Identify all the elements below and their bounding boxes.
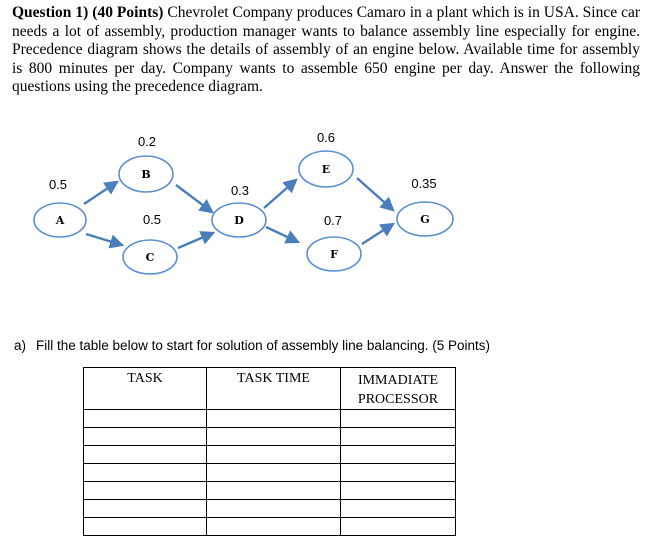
time-c: 0.5 bbox=[142, 212, 162, 227]
node-g-label: G bbox=[420, 213, 430, 226]
task-cell[interactable] bbox=[84, 428, 207, 446]
task-time-cell[interactable] bbox=[207, 482, 341, 500]
question-label: Question 1) (40 Points) bbox=[12, 4, 164, 21]
node-f bbox=[307, 237, 361, 271]
processor-cell[interactable] bbox=[341, 482, 456, 500]
header-task: TASK bbox=[84, 368, 207, 410]
processor-cell[interactable] bbox=[341, 446, 456, 464]
time-f: 0.7 bbox=[323, 213, 343, 228]
task-cell[interactable] bbox=[84, 518, 207, 536]
table-row bbox=[84, 410, 456, 428]
time-b: 0.2 bbox=[137, 134, 157, 149]
node-c bbox=[123, 240, 177, 274]
question-body: Chevrolet Company produces Camaro in a plant which is in USA. Since car needs a lot of assembly, production manager wants to balance assembly line especially for engine. Precedence diagram shows the details of assembly of an engine below. Available time for assembly is 800 minutes per day. Company wants to assemble 650 engine per day. Answer the following questions using the precedence diagram. bbox=[12, 4, 641, 96]
task-time-cell[interactable] bbox=[207, 410, 341, 428]
edge-c-d bbox=[178, 233, 213, 248]
processor-cell[interactable] bbox=[341, 518, 456, 536]
edge-b-d bbox=[176, 185, 212, 212]
edge-f-g bbox=[362, 224, 393, 244]
cropped-top-line bbox=[0, 0, 667, 3]
task-cell[interactable] bbox=[84, 464, 207, 482]
node-b-label: B bbox=[141, 168, 151, 181]
assembly-table bbox=[83, 367, 456, 536]
table-row bbox=[84, 500, 456, 518]
precedence-diagram bbox=[0, 120, 667, 280]
table-row bbox=[84, 428, 456, 446]
table-row bbox=[84, 464, 456, 482]
task-time-cell[interactable] bbox=[207, 446, 341, 464]
edge-d-e bbox=[264, 180, 296, 208]
header-immediate-processor bbox=[341, 368, 456, 410]
node-g bbox=[397, 202, 453, 236]
node-f-label: F bbox=[330, 248, 338, 261]
node-d-label: D bbox=[234, 214, 244, 227]
processor-cell[interactable] bbox=[341, 428, 456, 446]
table-row bbox=[84, 518, 456, 536]
question-paragraph bbox=[12, 4, 640, 97]
node-e bbox=[299, 151, 353, 187]
node-a bbox=[34, 203, 86, 237]
task-cell[interactable] bbox=[84, 500, 207, 518]
edge-a-c bbox=[86, 234, 122, 245]
task-time-cell[interactable] bbox=[207, 428, 341, 446]
time-d: 0.3 bbox=[230, 183, 250, 198]
node-c-label: C bbox=[145, 251, 155, 264]
table-row bbox=[84, 446, 456, 464]
task-cell[interactable] bbox=[84, 410, 207, 428]
subquestion-a bbox=[14, 338, 490, 353]
task-time-cell[interactable] bbox=[207, 464, 341, 482]
time-a: 0.5 bbox=[48, 177, 68, 192]
table-row bbox=[84, 482, 456, 500]
subquestion-letter: a) bbox=[14, 338, 27, 353]
subquestion-text: Fill the table below to start for solution of assembly line balancing. (5 Points) bbox=[36, 338, 490, 353]
task-cell[interactable] bbox=[84, 446, 207, 464]
node-d bbox=[212, 203, 266, 237]
header-processor-line1: IMMADIATE bbox=[357, 373, 439, 388]
header-task-time: TASK TIME bbox=[207, 368, 341, 410]
task-time-cell[interactable] bbox=[207, 500, 341, 518]
node-e-label: E bbox=[321, 163, 331, 176]
processor-cell[interactable] bbox=[341, 500, 456, 518]
header-processor-line2: PROCESSOR bbox=[357, 392, 439, 407]
edge-a-b bbox=[84, 182, 117, 204]
node-b bbox=[119, 156, 173, 192]
time-g: 0.35 bbox=[411, 176, 437, 191]
node-a-label: A bbox=[55, 214, 65, 227]
processor-cell[interactable] bbox=[341, 464, 456, 482]
task-cell[interactable] bbox=[84, 482, 207, 500]
processor-cell[interactable] bbox=[341, 410, 456, 428]
time-e: 0.6 bbox=[316, 130, 336, 145]
table-header-row bbox=[84, 368, 456, 410]
edge-d-f bbox=[266, 227, 298, 242]
edge-e-g bbox=[357, 178, 393, 210]
task-time-cell[interactable] bbox=[207, 518, 341, 536]
